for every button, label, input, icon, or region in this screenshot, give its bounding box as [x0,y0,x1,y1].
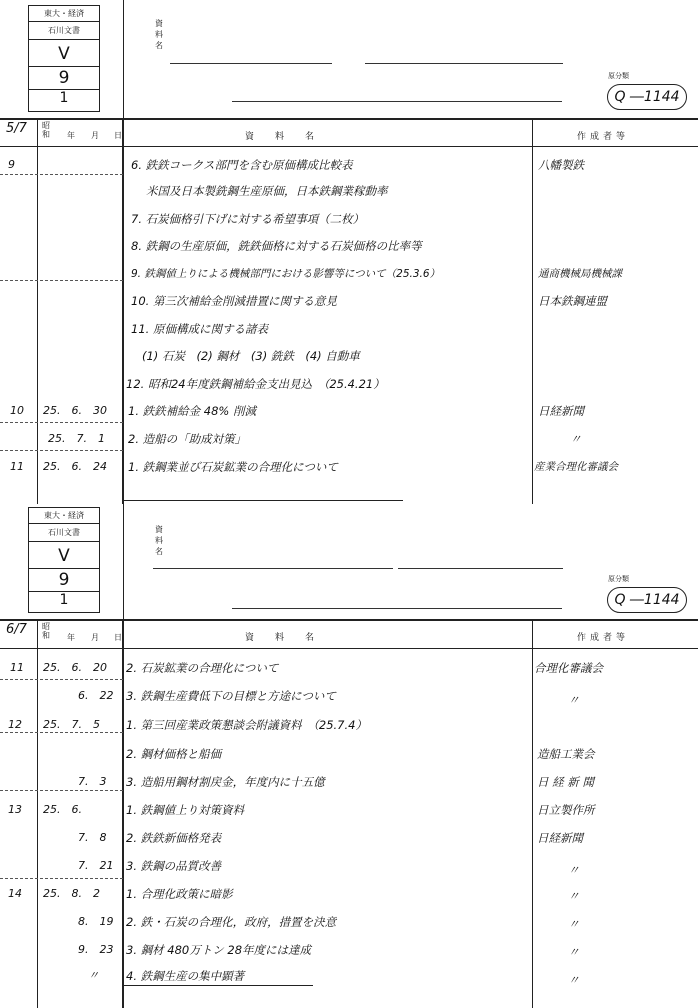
archive-stamp [28,5,100,112]
row-number: 9 [8,158,15,171]
header-year: 年 [67,633,75,642]
material-name-label: 資 料 名 [155,19,163,50]
row-date: 25. 8. 2 [43,887,100,900]
row-author: 産業合理化審議会 [534,461,618,473]
header-bottom-rule [0,146,698,147]
header-month: 月 [91,131,99,140]
row-date: 7. 21 [78,859,114,872]
header-bottom-rule [0,648,698,649]
title-blank-3 [232,608,562,609]
row-title: 2. 鉄鉄新価格発表 [126,831,222,845]
document-sheet-6 [0,504,698,1008]
row-date: 25. 7. 5 [43,718,100,731]
stamp-divider [123,504,124,1008]
row-title: 2. 鋼材価格と船価 [126,747,222,761]
stamp-org: 東大・経済 [44,511,84,520]
archive-stamp [28,507,100,613]
stamp-vol: V [58,546,70,566]
title-blank-3 [232,101,562,102]
row-date: 25. 6. 20 [43,661,107,674]
sheet-number: 5/7 [6,121,27,136]
row-author: 〃 [568,945,580,959]
row-title: 3. 鋼材 480万トン 28年度には達成 [126,943,312,957]
row-title: 11. 原価構成に関する諸表 [131,322,268,336]
row-title: 7. 石炭価格引下げに対する希望事項（二枚） [131,212,365,226]
row-title: 1. 鉄鋼値上り対策資料 [126,803,245,817]
row-title: 3. 造船用鋼材割戻金，年度内に十五億 [126,775,325,789]
header-top-rule [0,619,698,621]
row-title: 米国及日本製銑鋼生産原価，日本鉄鋼業稼動率 [146,184,388,198]
row-author: 日経新聞 [537,831,583,845]
header-year: 年 [67,131,75,140]
stamp-sub: 1 [59,90,69,106]
title-blank-2 [398,568,563,569]
row-author: 八幡製鉄 [538,158,584,172]
row-author: 通商機械局機械課 [538,268,622,280]
row-title: 9. 鉄鋼値上りによる機械部門における影響等について（25.3.6） [131,268,441,280]
row-date: 7. 8 [78,831,107,844]
header-day: 日 [114,131,122,140]
row-number: 11 [10,460,24,473]
row-author: 造船工業会 [537,747,595,761]
row-title: 1. 鉄鋼業並び石炭鉱業の合理化について [128,460,338,474]
row-author: 〃 [568,863,580,877]
row-number: 14 [8,887,22,900]
row-title: 2. 造船の「助成対策」 [128,432,247,446]
row-title: 10. 第三次補給金削減措置に関する意見 [131,294,337,308]
row-number: 12 [8,718,22,731]
header-era: 昭和 [42,622,50,640]
stamp-divider [123,0,124,504]
row-date: 7. 3 [78,775,107,788]
header-day: 日 [114,633,122,642]
stamp-collection: 石川文書 [48,528,80,537]
stamp-org: 東大・経済 [44,9,84,18]
row-title: 1. 鉄鉄補給金 48% 削減 [128,404,256,418]
classification-code: Q ―1144 [607,587,687,613]
stamp-vol: V [58,44,70,64]
row-number: 11 [10,661,24,674]
header-author: 作成者等 [577,633,630,643]
list-end-rule [123,500,403,501]
row-number: 10 [10,404,24,417]
row-title: 3. 鉄鋼生産費低下の目標と方途について [126,689,336,703]
stamp-num: 9 [58,68,70,88]
row-title: 1. 第三回産業政策懇談会附議資料 （25.7.4） [126,718,367,732]
row-author: 合理化審議会 [534,661,603,675]
header-author: 作成者等 [577,132,630,142]
code-label: 原分類 [608,72,629,80]
row-author: 日 経 新 聞 [537,775,594,789]
row-date: 25. 6. 24 [43,460,107,473]
header-era: 昭和 [42,121,50,139]
row-title: 2. 鉄・石炭の合理化，政府，措置を決意 [126,915,337,929]
row-date: 6. 22 [78,689,114,702]
row-title: 1. 合理化政策に暗影 [126,887,233,901]
row-date: 〃 [88,969,99,982]
material-name-label: 資 料 名 [155,525,163,556]
row-author: 〃 [568,973,580,987]
title-blank-2 [365,63,563,64]
title-blank-1 [170,63,332,64]
row-author: 日本鉄鋼連盟 [538,294,607,308]
row-title: 12. 昭和24年度鉄鋼補給金支出見込 （25.4.21） [126,377,385,391]
row-number: 13 [8,803,22,816]
row-author: 〃 [568,693,580,707]
row-date: 25. 6. 30 [43,404,107,417]
stamp-num: 9 [58,570,70,590]
row-title: 3. 鉄鋼の品質改善 [126,859,222,873]
row-title: (1) 石炭 (2) 鋼材 (3) 銑鉄 (4) 自動車 [142,349,360,363]
row-title: 2. 石炭鉱業の合理化について [126,661,279,675]
row-title: 4. 鉄鋼生産の集中顕著 [126,969,245,983]
row-author: 〃 [568,889,580,903]
header-title: 資 料 名 [245,132,321,142]
header-top-rule [0,118,698,120]
row-title: 8. 鉄鋼の生産原価，銑鉄価格に対する石炭価格の比率等 [131,239,422,253]
row-title: 6. 鉄鉄コークス部門を含む原価構成比較表 [131,158,353,172]
stamp-collection: 石川文書 [48,26,80,35]
classification-code: Q ―1144 [607,84,687,110]
row-date: 9. 23 [78,943,114,956]
header-title: 資 料 名 [245,633,321,643]
row-author: 日立製作所 [537,803,595,817]
row-author: 〃 [568,917,580,931]
title-blank-1 [153,568,393,569]
row-author: 〃 [570,432,582,446]
row-date: 8. 19 [78,915,114,928]
header-month: 月 [91,633,99,642]
stamp-sub: 1 [59,592,69,608]
row-author: 日経新聞 [538,404,584,418]
row-date: 25. 7. 1 [48,432,105,445]
list-end-rule [123,985,313,986]
row-date: 25. 6. [43,803,82,816]
code-label: 原分類 [608,575,629,583]
sheet-number: 6/7 [6,622,27,637]
